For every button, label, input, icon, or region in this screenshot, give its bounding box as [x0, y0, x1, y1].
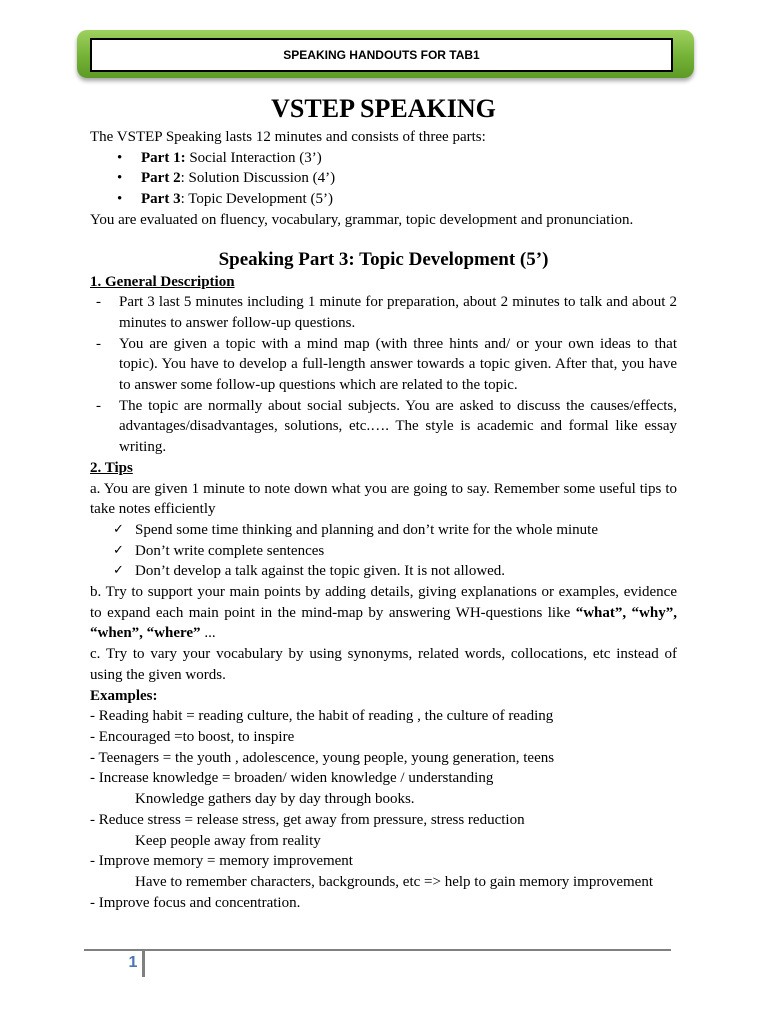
general-list: [90, 292, 677, 458]
list-item: ✓ Spend some time thinking and planning and don’t write for the whole minute: [90, 520, 677, 541]
example-line: - Encouraged =to boost, to inspire: [90, 728, 295, 745]
tip-a: a. You are given 1 minute to note down what you are going to say. Remember some useful tips to take notes efficiently: [90, 480, 677, 518]
example-line: - Improve memory = memory improvement: [90, 853, 353, 870]
header-title: SPEAKING HANDOUTS FOR TAB1: [90, 38, 673, 72]
tip-c: c. Try to vary your vocabulary by using synonyms, related words, collocations, etc instead of using the given words.: [90, 646, 677, 683]
document-title: VSTEP SPEAKING: [271, 94, 496, 123]
list-item: - You are given a topic with a mind map (with three hints and/ or your own ideas to that topic). You have to develop a full-length answer towards a topic given. After that, you have to answer some follow-up questions which are related to the topic.: [90, 334, 677, 396]
example-line: - Increase knowledge = broaden/ widen knowledge / understanding: [90, 770, 494, 787]
evaluation-text: You are evaluated on fluency, vocabulary, grammar, topic development and pronunciation.: [90, 211, 634, 228]
intro-text: The VSTEP Speaking lasts 12 minutes and consists of three parts:: [90, 129, 486, 145]
general-heading: 1. General Description: [90, 273, 235, 290]
list-item: - The topic are normally about social subjects. You are asked to discuss the causes/effects, advantages/disadvantages, solutions, etc.…. The style is academic and formal like essay writing.: [90, 396, 677, 458]
tips-heading: 2. Tips: [90, 459, 133, 476]
example-line: - Reading habit = reading culture, the habit of reading , the culture of reading: [90, 708, 554, 725]
example-line: Knowledge gathers day by day through books.: [135, 791, 415, 808]
section-title: Speaking Part 3: Topic Development (5’): [218, 248, 549, 270]
example-line: Keep people away from reality: [135, 832, 321, 849]
examples-heading: Examples:: [90, 687, 158, 704]
examples-list: [90, 706, 677, 913]
list-item: • Part 3: Topic Development (5’): [90, 189, 677, 210]
header-banner: [77, 30, 694, 78]
example-line: - Reduce stress = release stress, get away from pressure, stress reduction: [90, 811, 525, 828]
page-number: 1: [128, 954, 138, 971]
check-list: [90, 520, 677, 582]
page-number-divider: [142, 951, 145, 977]
list-item: - Part 3 last 5 minutes including 1 minute for preparation, about 2 minutes to talk and about 2 minutes to answer follow-up questions.: [90, 292, 677, 333]
example-line: Have to remember characters, backgrounds, etc => help to gain memory improvement: [135, 873, 653, 890]
list-item: ✓ Don’t develop a talk against the topic given. It is not allowed.: [90, 561, 677, 582]
parts-list: [90, 148, 677, 210]
list-item: • Part 2: Solution Discussion (4’): [90, 168, 677, 189]
example-line: - Teenagers = the youth , adolescence, young people, young generation, teens: [90, 749, 555, 766]
list-item: • Part 1: Social Interaction (3’): [90, 148, 677, 169]
list-item: ✓ Don’t write complete sentences: [90, 541, 677, 562]
footer-divider: [84, 949, 671, 951]
document-body: [90, 93, 677, 913]
example-line: - Improve focus and concentration.: [90, 894, 301, 911]
tip-b: b. Try to support your main points by adding details, giving explanations or examples, evidence to expand each main point in the mind-map by answering WH-questions like “what”, “why”, “when”, “where” ...: [90, 584, 677, 642]
